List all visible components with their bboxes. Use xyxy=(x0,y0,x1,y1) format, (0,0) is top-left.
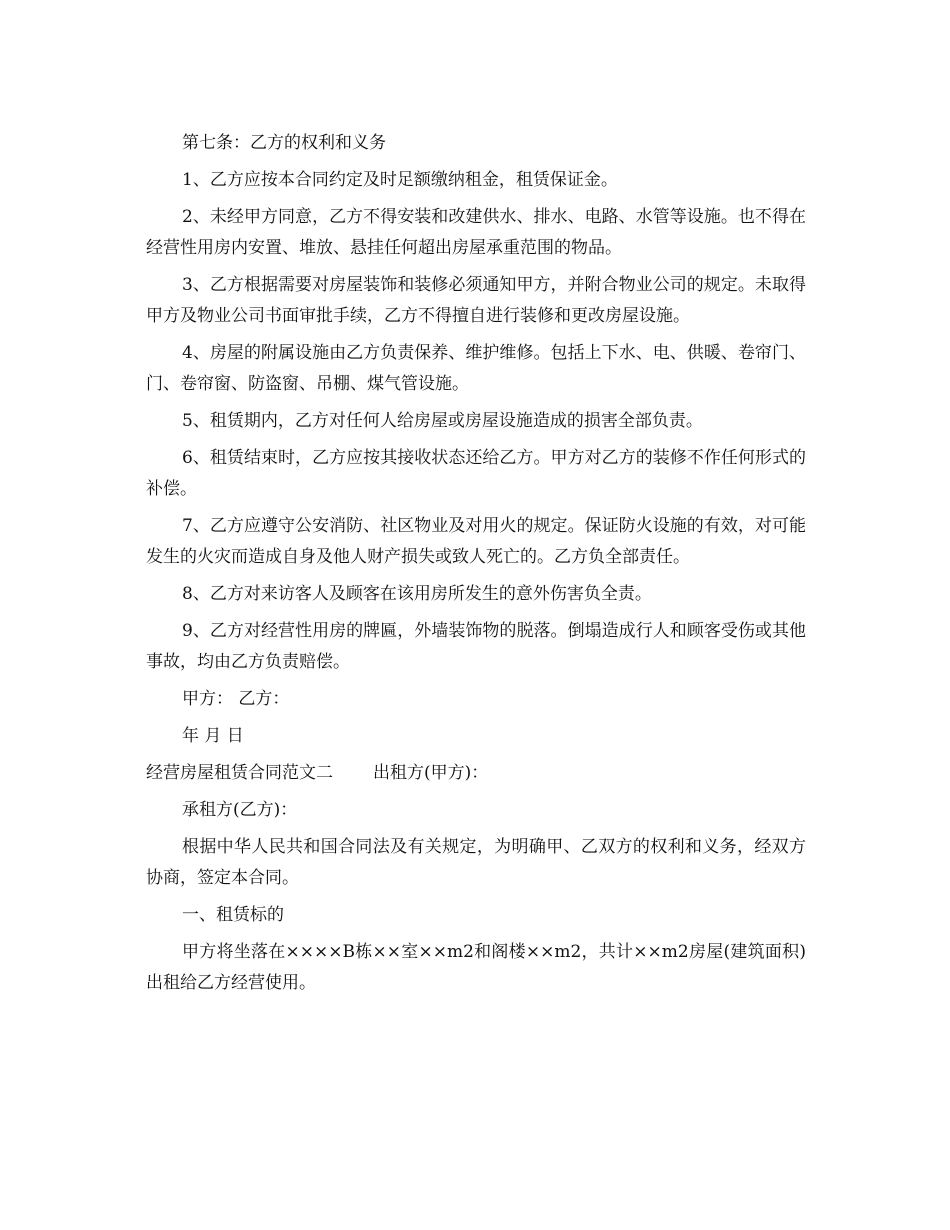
clause-8: 8、乙方对来访客人及顾客在该用房所发生的意外伤害负全责。 xyxy=(182,584,652,604)
clause-9: 9、乙方对经营性用房的牌匾，外墙装饰物的脱落。倒塌造成行人和顾客受伤或其他事故，均由乙方负责赔偿。 xyxy=(146,621,806,672)
document-body xyxy=(146,128,806,1005)
clause-1: 1、乙方应按本合同约定及时足额缴纳租金，租赁保证金。 xyxy=(182,170,618,190)
signature-line: 甲方： 乙方： xyxy=(182,689,290,709)
lessee-label: 承租方(乙方)： xyxy=(182,800,298,820)
section-one-heading: 一、租赁标的 xyxy=(182,905,284,925)
clause-7: 7、乙方应遵守公安消防、社区物业及对用火的规定。保证防火设施的有效，对可能发生的火灾而造成自身及他人财产损失或致人死亡的。乙方负全部责任。 xyxy=(146,516,806,567)
preamble: 根据中华人民共和国合同法及有关规定，为明确甲、乙双方的权利和义务，经双方协商，签定本合同。 xyxy=(146,837,806,888)
clause-6: 6、租赁结束时，乙方应按其接收状态还给乙方。甲方对乙方的装修不作任何形式的补偿。 xyxy=(146,448,806,499)
sample-two-header xyxy=(146,758,806,789)
article-seven-heading: 第七条：乙方的权利和义务 xyxy=(182,133,386,153)
lessor-label: 出租方(甲方)： xyxy=(373,763,489,783)
section-one-text: 甲方将坐落在××××B栋××室××m2和阁楼××m2，共计××m2房屋(建筑面积)出租给乙方经营使用。 xyxy=(146,942,806,993)
clause-4: 4、房屋的附属设施由乙方负责保养、维护维修。包括上下水、电、供暖、卷帘门、门、卷帘窗、防盗窗、吊棚、煤气管设施。 xyxy=(146,343,806,394)
date-line: 年 月 日 xyxy=(182,726,244,746)
clause-3: 3、乙方根据需要对房屋装饰和装修必须通知甲方，并附合物业公司的规定。未取得甲方及物业公司书面审批手续，乙方不得擅自进行装修和更改房屋设施。 xyxy=(146,275,806,326)
sample-two-title: 经营房屋租赁合同范文二 xyxy=(146,763,333,783)
clause-2: 2、未经甲方同意，乙方不得安装和改建供水、排水、电路、水管等设施。也不得在经营性用房内安置、堆放、悬挂任何超出房屋承重范围的物品。 xyxy=(146,207,806,258)
clause-5: 5、租赁期内，乙方对任何人给房屋或房屋设施造成的损害全部负责。 xyxy=(182,411,703,431)
